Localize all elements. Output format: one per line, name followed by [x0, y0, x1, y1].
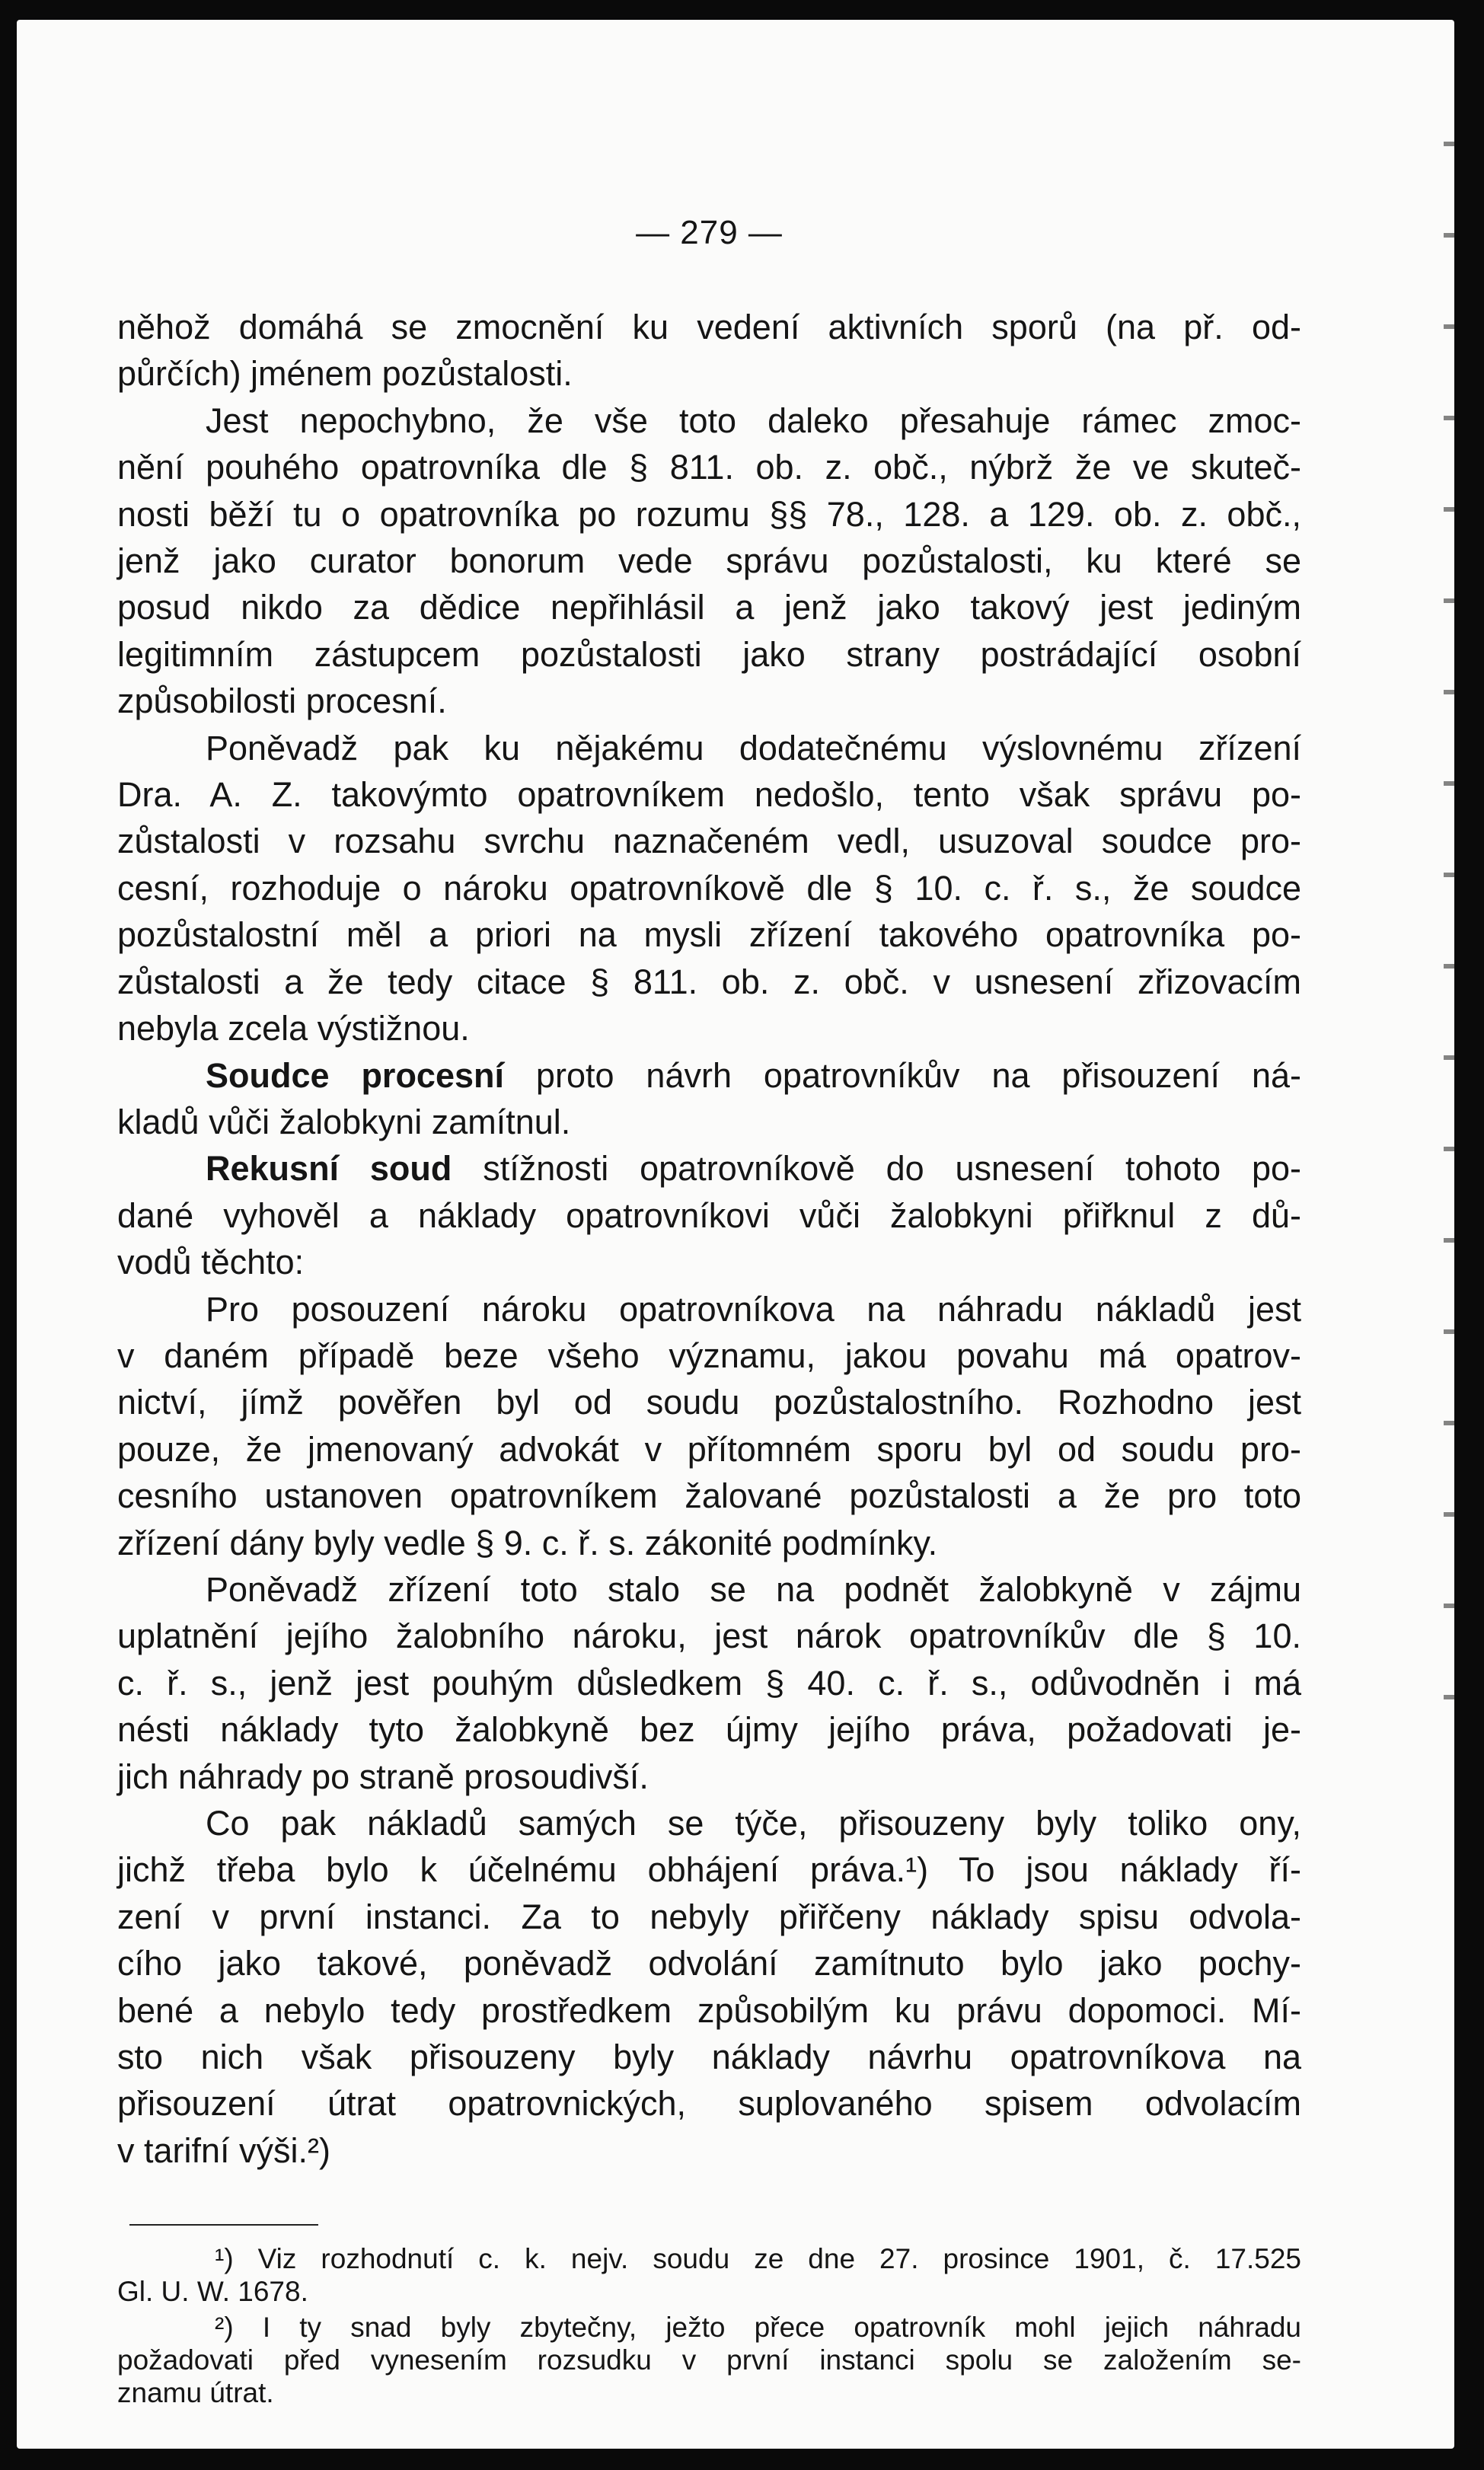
- footnotes: [117, 2242, 1301, 2409]
- text-line: [117, 1052, 1301, 1099]
- page-content: [117, 214, 1301, 2412]
- text-line: v tarifní výši.²): [117, 2130, 331, 2170]
- text-line: cesní, rozhoduje o nároku opatrovníkově dle § 10. c. ř. s., že soudce: [117, 868, 1301, 908]
- text-line: sto nich však přisouzeny byly náklady návrhu opatrovníkova na: [117, 2038, 1301, 2077]
- text-line: c. ř. s., jenž jest pouhým důsledkem § 40. c. ř. s., odůvodněn i má: [117, 1663, 1301, 1703]
- text-line: posud nikdo za dědice nepřihlásil a jenž jako takový jest jediným: [117, 588, 1301, 627]
- footnote-line: Gl. U. W. 1678.: [117, 2276, 308, 2308]
- text-line: zení v první instanci. Za to nebyly přiřčeny náklady spisu odvola-: [117, 1897, 1301, 1936]
- text-line: cího jako takové, poněvadž odvolání zamítnuto bylo jako pochy-: [117, 1944, 1301, 1983]
- text-line: nění pouhého opatrovníka dle § 811. ob. z. obč., nýbrž že ve skuteč-: [117, 448, 1301, 487]
- text-line: Co pak nákladů samých se týče, přisouzeny byly toliko ony,: [206, 1804, 1301, 1843]
- text-line: Poněvadž pak ku nějakému dodatečnému výslovnému zřízení: [206, 728, 1301, 767]
- footnote-line: ¹) Viz rozhodnutí c. k. nejv. soudu ze dne 27. prosince 1901, č. 17.525: [215, 2243, 1301, 2275]
- text-line: vodů těchto:: [117, 1243, 305, 1282]
- text-line: jichž třeba bylo k účelnému obhájení práva.¹) To jsou náklady ří-: [117, 1850, 1301, 1890]
- text-line: nésti náklady tyto žalobkyně bez újmy jejího práva, požadovati je-: [117, 1710, 1301, 1750]
- text-line: nebyla zcela výstižnou.: [117, 1009, 470, 1048]
- paragraph: [117, 1800, 1301, 2174]
- text-line: pozůstalostní měl a priori na mysli zřízení takového opatrovníka po-: [117, 915, 1301, 955]
- text-line: kladů vůči žalobkyni zamítnul.: [117, 1102, 571, 1141]
- book-page: [17, 20, 1454, 2449]
- text-line: jich náhrady po straně prosoudivší.: [117, 1757, 649, 1796]
- text-line: uplatnění jejího žalobního nároku, jest nárok opatrovníkův dle § 10.: [117, 1616, 1301, 1656]
- text-line: něhož domáhá se zmocnění ku vedení aktivních sporů (na př. od-: [117, 308, 1301, 346]
- page-edge-scan-marks: [1444, 111, 1454, 1786]
- text-line: cesního ustanoven opatrovníkem žalované pozůstalosti a že pro toto: [117, 1476, 1301, 1516]
- text-line: nictví, jímž pověřen byl od soudu pozůstalostního. Rozhodno jest: [117, 1383, 1301, 1422]
- text-run: proto návrh opatrovníkův na přisouzení ná-: [504, 1055, 1302, 1095]
- text-line: jenž jako curator bonorum vede správu pozůstalosti, ku které se: [117, 541, 1301, 581]
- text-line: půrčích) jménem pozůstalosti.: [117, 354, 573, 394]
- text-line: nosti běží tu o opatrovníka po rozumu §§ 78., 128. a 129. ob. z. obč.,: [117, 494, 1301, 534]
- footnote-separator: [129, 2224, 318, 2226]
- paragraph: [117, 1052, 1301, 1146]
- footnote: [117, 2311, 1301, 2409]
- bold-lead: Rekusní soud: [206, 1149, 452, 1189]
- footnote-line: znamu útrat.: [117, 2377, 274, 2409]
- text-line: zůstalosti v rozsahu svrchu naznačeném vedl, usuzoval soudce pro-: [117, 822, 1301, 861]
- text-run: stížnosti opatrovníkově do usnesení tohoto po-: [452, 1149, 1301, 1189]
- paragraph: [117, 1566, 1301, 1800]
- text-line: zřízení dány byly vedle § 9. c. ř. s. zákonité podmínky.: [117, 1523, 938, 1562]
- paragraph: [117, 397, 1301, 725]
- paragraph: [117, 725, 1301, 1052]
- footnote-line: požadovati před vynesením rozsudku v první instanci spolu se založením se-: [117, 2344, 1301, 2376]
- paragraph: [117, 304, 1301, 397]
- text-line: přisouzení útrat opatrovnických, suplovaného spisem odvolacím: [117, 2084, 1301, 2124]
- paragraph: [117, 1286, 1301, 1566]
- body-text: [117, 304, 1301, 2174]
- text-line: v daném případě beze všeho významu, jakou povahu má opatrov-: [117, 1336, 1301, 1375]
- text-line: způsobilosti procesní.: [117, 681, 447, 721]
- text-line: Dra. A. Z. takovýmto opatrovníkem nedošlo, tento však správu po-: [117, 775, 1301, 815]
- text-line: zůstalosti a že tedy citace § 811. ob. z. obč. v usnesení zřizovacím: [117, 962, 1301, 1001]
- text-line: legitimním zástupcem pozůstalosti jako strany postrádající osobní: [117, 634, 1301, 674]
- page-number: — 279 —: [636, 214, 783, 251]
- text-line: Poněvadž zřízení toto stalo se na podnět žalobkyně v zájmu: [206, 1569, 1301, 1609]
- text-line: pouze, že jmenovaný advokát v přítomném sporu byl od soudu pro-: [117, 1429, 1301, 1469]
- text-line: [117, 1145, 1301, 1192]
- text-line: Jest nepochybno, že vše toto daleko přesahuje rámec zmoc-: [206, 400, 1301, 440]
- footnote: [117, 2242, 1301, 2308]
- paragraph: [117, 1145, 1301, 1285]
- text-line: dané vyhověl a náklady opatrovníkovi vůči žalobkyni přiřknul z dů-: [117, 1195, 1301, 1235]
- text-line: Pro posouzení nároku opatrovníkova na náhradu nákladů jest: [206, 1289, 1301, 1329]
- text-line: bené a nebylo tedy prostředkem způsobilým ku právu dopomoci. Mí-: [117, 1990, 1301, 2030]
- bold-lead: Soudce procesní: [206, 1055, 505, 1095]
- footnote-line: ²) I ty snad byly zbytečny, ježto přece opatrovník mohl jejich náhradu: [215, 2312, 1301, 2344]
